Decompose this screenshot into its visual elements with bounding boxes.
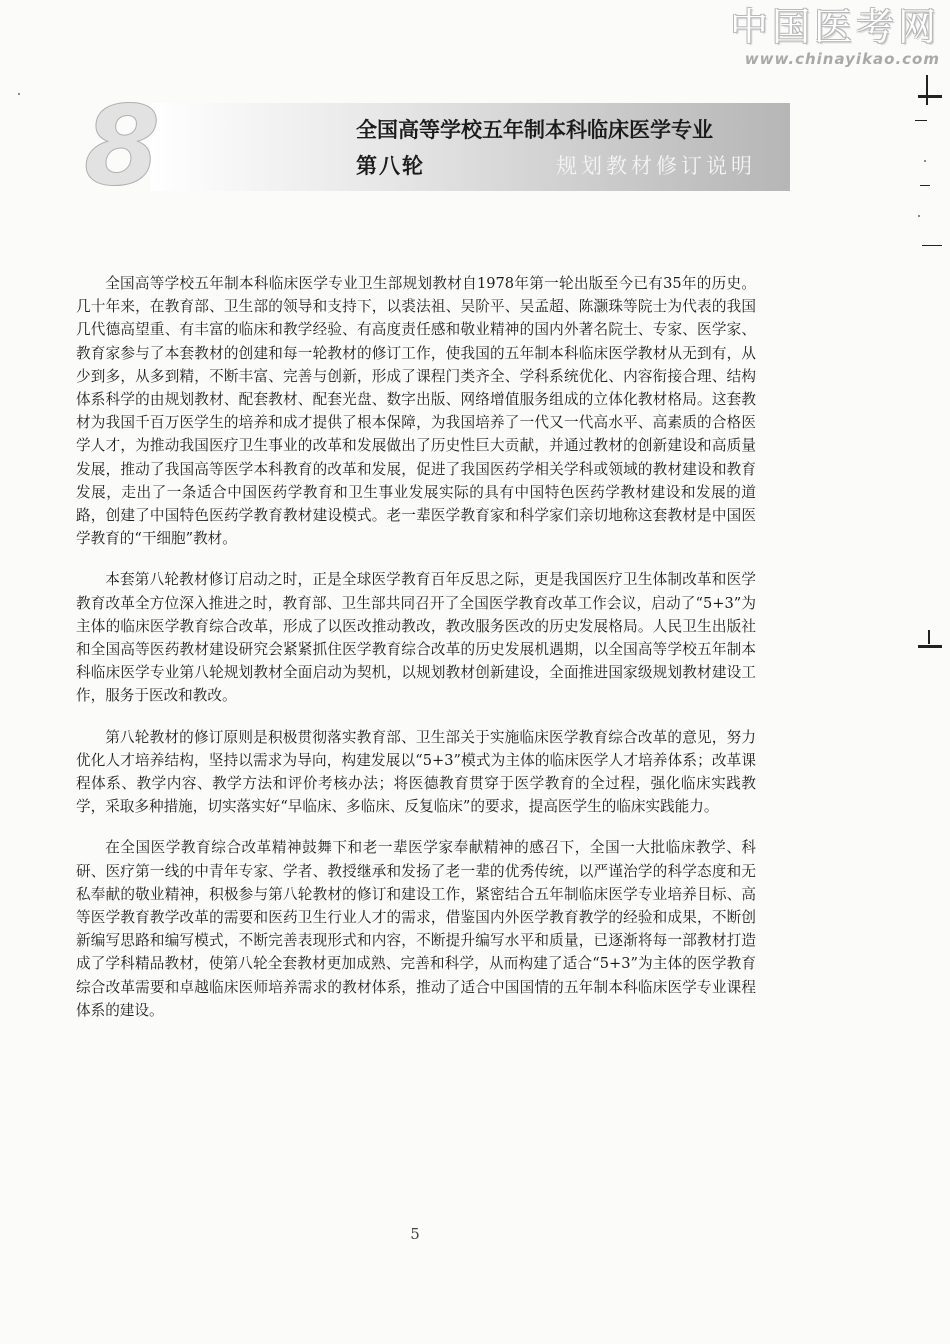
edition-label: 第八轮 xyxy=(356,154,425,178)
watermark-url-text: www.chinayikao.com xyxy=(744,50,940,68)
page-number: 5 xyxy=(410,1225,420,1243)
series-title: 全国高等学校五年制本科临床医学专业 xyxy=(356,118,713,142)
section-title: 规划教材修订说明 xyxy=(556,154,756,178)
scan-edge-mark xyxy=(915,120,927,121)
scan-edge-mark xyxy=(920,185,930,186)
paragraph: 全国高等学校五年制本科临床医学专业卫生部规划教材自1978年第一轮出版至今已有35年的历史。几十年来，在教育部、卫生部的领导和支持下，以裘法祖、吴阶平、吴孟超、陈灏珠等院士为代表的我国几代德高望重、有丰富的临床和教学经验、有高度责任感和敬业精神的国内外著名院士、专家、医学家、教育家参与了本套教材的创建和每一轮教材的修订工作，使我国的五年制本科临床医学教材从无到有，从少到多，从多到精，不断丰富、完善与创新，形成了课程门类齐全、学科系统优化、内容衔接合理、结构体系科学的由规划教材、配套教材、配套光盘、数字出版、网络增值服务组成的立体化教材格局。这套教材为我国千百万医学生的培养和成才提供了根本保障，为我国培养了一代又一代高水平、高素质的合格医学人才，为推动我国医疗卫生事业的改革和发展做出了历史性巨大贡献，并通过教材的创新建设和高质量发展，推动了我国高等医学本科教育的改革和发展，促进了我国医药学相关学科或领域的教材建设和教育发展，走出了一条适合中国医药学教育和卫生事业发展实际的具有中国特色医药学教材建设和发展的道路，创建了中国特色医药学教育教材建设模式。老一辈医学教育家和科学家们亲切地称这套教材是中国医学教育的“干细胞”教材。 xyxy=(76,275,756,548)
edition-logo-icon: 8 xyxy=(83,82,161,210)
scan-speck xyxy=(18,93,20,95)
scan-edge-mark xyxy=(928,630,930,644)
paragraph: 本套第八轮教材修订启动之时，正是全球医学教育百年反思之际，更是我国医疗卫生体制改革和医学教育改革全方位深入推进之时，教育部、卫生部共同召开了全国医学教育改革工作会议，启动了“5+3”为主体的临床医学教育综合改革，形成了以医改推动教改，教改服务医改的历史发展格局。人民卫生出版社和全国高等医药教材建设研究会紧紧抓住医学教育综合改革的历史发展机遇期，以全国高等学校五年制本科临床医学专业第八轮规划教材全面启动为契机，以规划教材创新建设，全面推进国家级规划教材建设工作，服务于医改和教改。 xyxy=(76,571,756,705)
scan-edge-mark xyxy=(926,75,928,105)
scan-edge-mark xyxy=(922,245,942,246)
scan-speck xyxy=(924,160,926,162)
scan-speck xyxy=(918,215,920,217)
paragraph: 在全国医学教育综合改革精神鼓舞下和老一辈医学家奉献精神的感召下，全国一大批临床教学、科研、医疗第一线的中青年专家、学者、教授继承和发扬了老一辈的优秀传统，以严谨治学的科学态度和无私奉献的敬业精神，积极参与第八轮教材的修订和建设工作，紧密结合五年制临床医学专业培养目标、高等医学教育教学改革的需要和医药卫生行业人才的需求，借鉴国内外医学教育教学的经验和成果，不断创新编写思路和编写模式，不断完善表现形式和内容，不断提升编写水平和质量，已逐渐将每一部教材打造成了学科精品教材，使第八轮全套教材更加成熟、完善和科学，从而构建了适合“5+3”为主体的医学教育综合改革需要和卓越临床医师培养需求的教材体系，推动了适合中国国情的五年制本科临床医学专业课程体系的建设。 xyxy=(76,839,756,1019)
site-watermark xyxy=(690,6,940,68)
scan-edge-mark xyxy=(918,95,942,98)
scan-edge-mark xyxy=(918,645,942,648)
body-text xyxy=(76,272,756,1040)
paragraph: 第八轮教材的修订原则是积极贯彻落实教育部、卫生部关于实施临床医学教育综合改革的意见，努力优化人才培养结构，坚持以需求为导向，构建发展以“5+3”模式为主体的临床医学人才培养体系；改革课程体系、教学内容、教学方法和评价考核办法；将医德教育贯穿于医学教育的全过程，强化临床实践教学，采取多种措施，切实落实好“早临床、多临床、反复临床”的要求，提高医学生的临床实践能力。 xyxy=(76,728,756,816)
watermark-chinese-text: 中国医考网 xyxy=(729,5,940,49)
